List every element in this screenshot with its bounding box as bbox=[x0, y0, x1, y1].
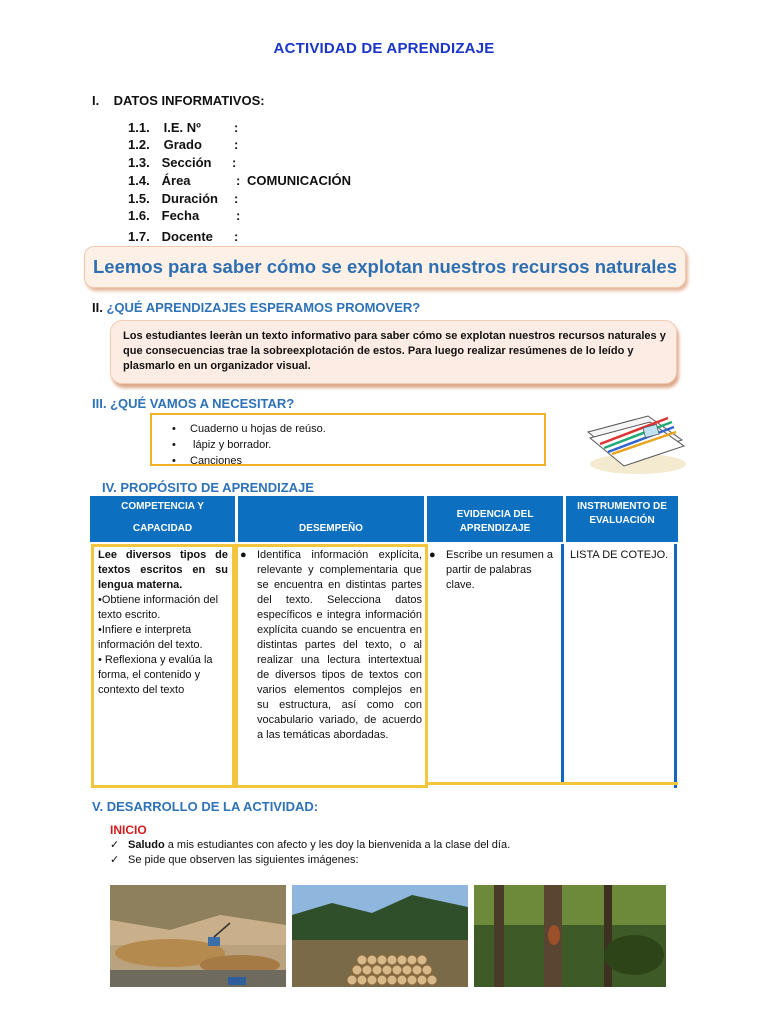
header-text: APRENDIZAJE bbox=[459, 523, 531, 534]
forest-photo bbox=[474, 885, 666, 987]
check-text: Se pide que observen las siguientes imágenes: bbox=[128, 854, 359, 866]
info-row-duracion bbox=[128, 191, 239, 206]
info-colon: : bbox=[234, 191, 239, 206]
info-value-area: COMUNICACIÓN bbox=[247, 173, 351, 188]
list-item: • lápiz y borrador. bbox=[172, 437, 326, 453]
logging-photo bbox=[292, 885, 468, 987]
info-label: Fecha bbox=[161, 208, 200, 223]
info-label: Área bbox=[161, 173, 191, 188]
mining-site-photo bbox=[110, 885, 286, 987]
table-header-desempeno bbox=[238, 496, 424, 542]
instrumento-text: LISTA DE COTEJO. bbox=[570, 549, 669, 561]
info-row-area bbox=[128, 173, 351, 188]
section-5-title: DESARROLLO DE LA ACTIVIDAD: bbox=[106, 799, 319, 814]
info-num: 1.6. bbox=[128, 208, 150, 223]
section-3-title: ¿QUÉ VAMOS A NECESITAR? bbox=[110, 396, 295, 411]
column-divider bbox=[561, 544, 564, 782]
materials-list bbox=[172, 421, 326, 469]
info-label: Duración bbox=[161, 191, 218, 206]
evidencia-cell bbox=[429, 548, 557, 593]
bottom-border bbox=[428, 782, 678, 785]
info-num: 1.7. bbox=[128, 229, 150, 244]
right-border bbox=[674, 544, 677, 788]
bullet: ● bbox=[429, 549, 436, 561]
section-4-number: IV. bbox=[102, 480, 117, 495]
checkmark-icon: ✓ bbox=[110, 839, 120, 851]
info-colon: : bbox=[236, 173, 241, 188]
info-num: 1.4. bbox=[128, 173, 150, 188]
check-text: a mis estudiantes con afecto y les doy la bienvenida a la clase del día. bbox=[164, 839, 511, 851]
info-row-grado bbox=[128, 137, 239, 152]
bullet: ● bbox=[240, 549, 247, 561]
header-text: DESEMPEÑO bbox=[299, 523, 363, 534]
info-colon: : bbox=[232, 155, 237, 170]
section-3-number: III. bbox=[92, 396, 107, 411]
info-row-seccion bbox=[128, 155, 237, 170]
list-item: • Canciones bbox=[172, 453, 326, 469]
header-text: EVALUACIÓN bbox=[589, 515, 655, 526]
check-item bbox=[110, 853, 359, 866]
table-header-competencia bbox=[90, 496, 235, 542]
activity-title-text: Leemos para saber cómo se explotan nuestros recursos naturales bbox=[92, 256, 677, 277]
page-title: ACTIVIDAD DE APRENDIZAJE bbox=[273, 40, 495, 57]
section-1-heading bbox=[92, 93, 265, 108]
section-2-heading bbox=[92, 300, 420, 315]
learning-goal-box bbox=[110, 320, 677, 384]
section-4-heading bbox=[102, 480, 314, 495]
section-1-number: I. bbox=[92, 93, 100, 108]
competencia-cell bbox=[98, 548, 228, 698]
competencia-title: Lee diversos tipos de textos escritos en su lengua materna. bbox=[98, 549, 228, 591]
table-header-instrumento bbox=[566, 496, 678, 542]
table-header-evidencia bbox=[427, 496, 563, 542]
section-2-title: ¿QUÉ APRENDIZAJES ESPERAMOS PROMOVER? bbox=[106, 300, 421, 315]
desempeno-text: Identifica información explícita, relevante y complementaria que se encuentra en distintas partes del texto. Selecciona datos específicos e integra información explícita cuando se encuentra en distintas partes del texto, o al realizar una lectura intertextual de diversos tipos de textos con varios elementos complejos en su estructura, así como con vocabulario variado, de acuerdo a las temáticas abordadas. bbox=[257, 549, 422, 741]
capacidad-item: • Reflexiona y evalúa la forma, el contenido y contexto del texto bbox=[98, 654, 213, 696]
materials-box bbox=[150, 413, 546, 466]
check-bold-text: Saludo bbox=[128, 839, 165, 851]
header-divider bbox=[235, 496, 238, 542]
info-row-ie bbox=[128, 120, 239, 135]
evidencia-text: Escribe un resumen a partir de palabras clave. bbox=[446, 549, 553, 591]
section-3-heading bbox=[92, 396, 294, 411]
info-row-fecha bbox=[128, 208, 241, 223]
info-label: I.E. Nº bbox=[163, 120, 201, 135]
header-divider bbox=[424, 496, 427, 542]
info-row-docente bbox=[128, 229, 239, 244]
list-item: • Cuaderno u hojas de reúso. bbox=[172, 421, 326, 437]
info-label: Grado bbox=[163, 137, 202, 152]
checkmark-icon: ✓ bbox=[110, 854, 120, 866]
info-colon: : bbox=[234, 120, 239, 135]
header-text: CAPACIDAD bbox=[132, 523, 193, 534]
header-text: COMPETENCIA Y bbox=[121, 501, 204, 512]
section-2-number: II. bbox=[92, 300, 103, 315]
section-5-number: V. bbox=[92, 799, 104, 814]
section-5-heading bbox=[92, 799, 318, 814]
capacidad-item: •Infiere e interpreta información del texto. bbox=[98, 624, 203, 651]
header-text: INSTRUMENTO DE bbox=[577, 501, 667, 512]
info-label: Sección bbox=[161, 155, 212, 170]
school-supplies-illustration bbox=[578, 402, 690, 476]
info-num: 1.3. bbox=[128, 155, 150, 170]
learning-goal-text: Los estudiantes leeràn un texto informativo para saber cómo se explotan nuestros recursos naturales y que consecuencias trae la sobreexplotación de estos. Para luego realizar resúmenes de lo leído y plasmarlo en un organizador visual. bbox=[123, 330, 666, 372]
inicio-label: INICIO bbox=[110, 823, 147, 837]
capacidad-item: •Obtiene información del texto escrito. bbox=[98, 594, 219, 621]
info-num: 1.1. bbox=[128, 120, 150, 135]
instrumento-cell bbox=[570, 548, 670, 563]
info-label: Docente bbox=[161, 229, 213, 244]
info-num: 1.5. bbox=[128, 191, 150, 206]
info-colon: : bbox=[234, 137, 239, 152]
activity-title-banner bbox=[84, 246, 686, 288]
info-num: 1.2. bbox=[128, 137, 150, 152]
desempeno-cell bbox=[240, 548, 422, 743]
check-item bbox=[110, 838, 510, 851]
info-colon: : bbox=[234, 229, 239, 244]
header-text: EVIDENCIA DEL bbox=[456, 509, 534, 520]
section-1-title: DATOS INFORMATIVOS: bbox=[113, 93, 265, 108]
header-divider bbox=[563, 496, 566, 542]
section-4-title: PROPÓSITO DE APRENDIZAJE bbox=[120, 480, 314, 495]
info-colon: : bbox=[236, 208, 241, 223]
